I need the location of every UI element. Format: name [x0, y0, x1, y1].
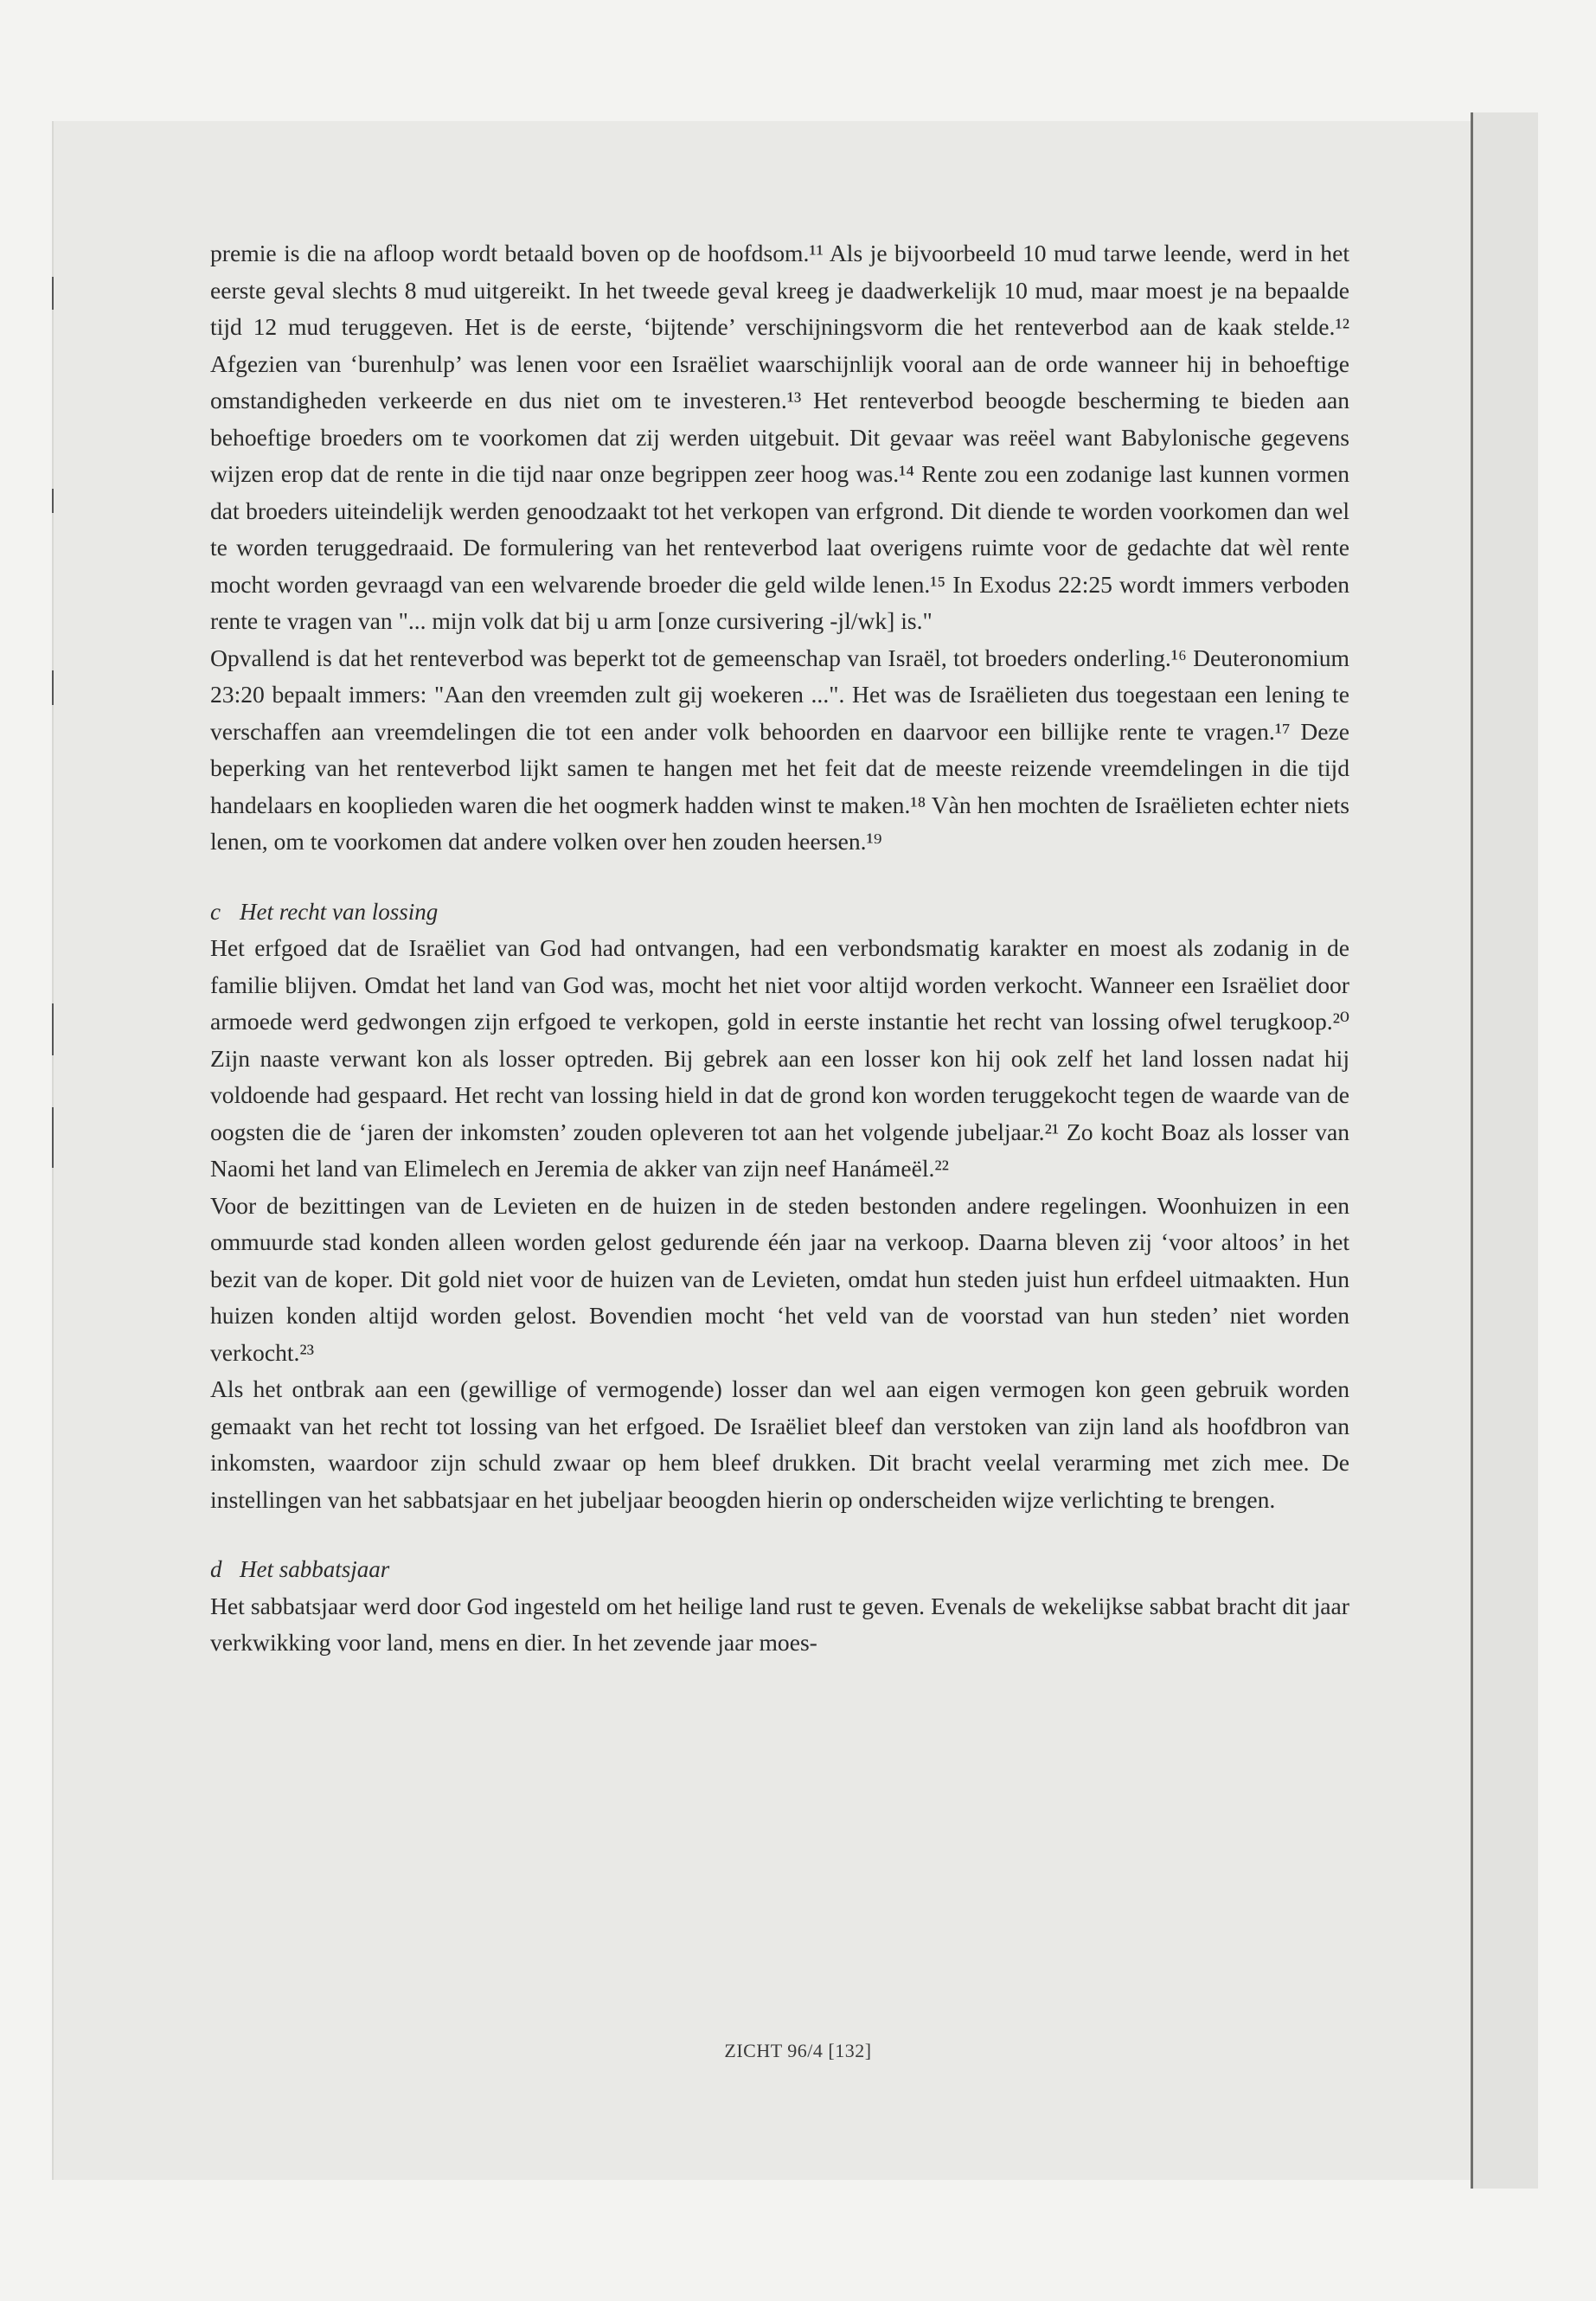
margin-mark	[52, 489, 54, 513]
page-content	[210, 235, 1349, 1662]
section-heading-d	[210, 1551, 1349, 1588]
margin-mark	[52, 670, 54, 705]
paragraph: Voor de bezittingen van de Levieten en de huizen in de steden bestonden andere regelingen. Woonhuizen in een ommuurde stad konden alleen worden gelost gedurende één jaar na verkoop. Daarna bleven zij ‘voor altoos’ in het bezit van de koper. Dit gold niet voor de huizen van de Levieten, omdat hun steden juist hun erfdeel uitmaakten. Hun huizen konden altijd worden gelost. Bovendien mocht ‘het veld van de voorstad van hun steden’ niet worden verkocht.²³	[210, 1191, 1349, 1366]
margin-mark	[52, 1003, 54, 1055]
paragraph: Als het ontbrak aan een (gewillige of vermogende) losser dan wel aan eigen vermogen kon geen gebruik worden gemaakt van het recht tot lossing van het erfgoed. De Israëliet bleef dan verstoken van zijn land als hoofdbron van inkomsten, waardoor zijn schuld zwaar op hem bleef drukken. Dit bracht veelal verarming met zich mee. De instellingen van het sabbatsjaar en het jubeljaar beoogden hierin op onderscheiden wijze verlichting te brengen.	[210, 1375, 1349, 1513]
section-title: Het recht van lossing	[240, 898, 439, 925]
section-heading-c	[210, 894, 1349, 931]
section-letter: c	[210, 898, 221, 925]
page-footer: ZICHT 96/4 [132]	[724, 2040, 872, 2061]
paragraph: Het sabbatsjaar werd door God ingesteld om het heilige land rust te geven. Evenals de wekelijkse sabbat bracht dit jaar verkwikking voor land, mens en dier. In het zevende jaar moes-	[210, 1592, 1349, 1656]
paragraph: Het erfgoed dat de Israëliet van God had ontvangen, had een verbondsmatig karakter en moest als zodanig in de familie blijven. Omdat het land van God was, mocht het niet voor altijd worden verkocht. Wanneer een Israëliet door armoede werd gedwongen zijn erfgoed te verkopen, gold in eerste instantie het recht van lossing ofwel terugkoop.²⁰ Zijn naaste verwant kon als losser optreden. Bij gebrek aan een losser kon hij ook zelf het land lossen nadat hij voldoende had gespaard. Het recht van lossing hield in dat de grond kon worden teruggekocht tegen de waarde van de oogsten die de ‘jaren der inkomsten’ zouden opleveren tot aan het volgende jubeljaar.²¹ Zo kocht Boaz als losser van Naomi het land van Elimelech en Jeremia de akker van zijn neef Hanámeël.²²	[210, 934, 1349, 1182]
paragraph: Opvallend is dat het renteverbod was beperkt tot de gemeenschap van Israël, tot broeders onderling.¹⁶ Deuteronomium 23:20 bepaalt immers: "Aan den vreemden zult gij woekeren ...". Het was de Israëlieten dus toegestaan een lening te verschaffen aan vreemdelingen die tot een ander volk behoorden en daarvoor een billijke rente te vragen.¹⁷ Deze beperking van het renteverbod lijkt samen te hangen met het feit dat de meeste reizende vreemdelingen in die tijd handelaars en kooplieden waren die het oogmerk hadden winst te maken.¹⁸ Vàn hen mochten de Israëlieten echter niets lenen, om te voorkomen dat andere volken over hen zouden heersen.¹⁹	[210, 644, 1349, 855]
section-title: Het sabbatsjaar	[240, 1556, 390, 1582]
paragraph: premie is die na afloop wordt betaald boven op de hoofdsom.¹¹ Als je bijvoorbeeld 10 mud tarwe leende, werd in het eerste geval slechts 8 mud uitgereikt. In het tweede geval kreeg je daadwerkelijk 10 mud, maar moest je na bepaalde tijd 12 mud teruggeven. Het is de eerste, ‘bijtende’ verschijningsvorm die het renteverbod aan de kaak stelde.¹² Afgezien van ‘burenhulp’ was lenen voor een Israëliet waarschijnlijk vooral aan de orde wanneer hij in behoeftige omstandigheden verkeerde en dus niet om te investeren.¹³ Het renteverbod beoogde bescherming te bieden aan behoeftige broeders om te voorkomen dat zij werden uitgebuit. Dit gevaar was reëel want Babylonische gegevens wijzen erop dat de rente in die tijd naar onze begrippen zeer hoog was.¹⁴ Rente zou een zodanige last kunnen vormen dat broeders uiteindelijk werden genoodzaakt tot het verkopen van erfgrond. Dit diende te worden voorkomen dan wel te worden teruggedraaid. De formulering van het renteverbod laat overigens ruimte voor de gedachte dat wèl rente mocht worden gevraagd van een welvarende broeder die geld wilde lenen.¹⁵ In Exodus 22:25 wordt immers verboden rente te vragen van "... mijn volk dat bij u arm [onze cursivering -jl/wk] is."	[210, 240, 1349, 634]
margin-mark	[52, 1107, 54, 1168]
margin-mark	[52, 277, 54, 310]
section-letter: d	[210, 1556, 222, 1582]
page-edge	[1471, 112, 1538, 2189]
